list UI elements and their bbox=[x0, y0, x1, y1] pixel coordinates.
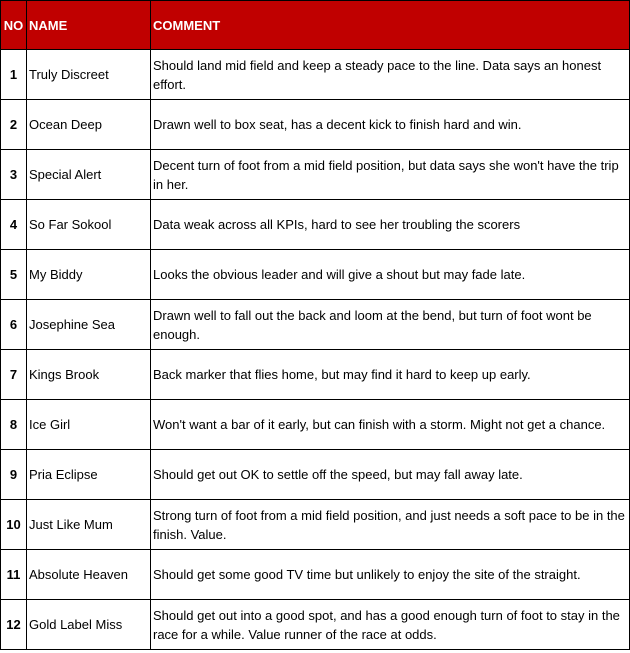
header-comment: COMMENT bbox=[151, 1, 630, 50]
row-number: 10 bbox=[1, 500, 27, 550]
runner-name: Ocean Deep bbox=[27, 100, 151, 150]
row-number: 3 bbox=[1, 150, 27, 200]
row-number: 8 bbox=[1, 400, 27, 450]
row-number: 1 bbox=[1, 50, 27, 100]
runner-name: Absolute Heaven bbox=[27, 550, 151, 600]
table-body bbox=[1, 50, 630, 650]
table-row bbox=[1, 450, 630, 500]
table-row bbox=[1, 50, 630, 100]
table-row bbox=[1, 100, 630, 150]
table-row bbox=[1, 600, 630, 650]
header-no: NO bbox=[1, 1, 27, 50]
table-row bbox=[1, 400, 630, 450]
runner-comment: Drawn well to fall out the back and loom at the bend, but turn of foot wont be enough. bbox=[151, 300, 630, 350]
runner-comment: Decent turn of foot from a mid field position, but data says she won't have the trip in her. bbox=[151, 150, 630, 200]
runner-name: Pria Eclipse bbox=[27, 450, 151, 500]
runner-comment: Back marker that flies home, but may find it hard to keep up early. bbox=[151, 350, 630, 400]
table-header bbox=[1, 1, 630, 50]
runner-name: Ice Girl bbox=[27, 400, 151, 450]
runner-name: Gold Label Miss bbox=[27, 600, 151, 650]
runner-name: My Biddy bbox=[27, 250, 151, 300]
table-row bbox=[1, 350, 630, 400]
runner-comment: Won't want a bar of it early, but can finish with a storm. Might not get a chance. bbox=[151, 400, 630, 450]
runner-comment: Strong turn of foot from a mid field position, and just needs a soft pace to be in the finish. Value. bbox=[151, 500, 630, 550]
table-row bbox=[1, 200, 630, 250]
row-number: 5 bbox=[1, 250, 27, 300]
runner-comment: Should land mid field and keep a steady pace to the line. Data says an honest effort. bbox=[151, 50, 630, 100]
runner-comment: Looks the obvious leader and will give a shout but may fade late. bbox=[151, 250, 630, 300]
runner-comment: Drawn well to box seat, has a decent kick to finish hard and win. bbox=[151, 100, 630, 150]
table-row bbox=[1, 500, 630, 550]
table-row bbox=[1, 150, 630, 200]
runner-name: Josephine Sea bbox=[27, 300, 151, 350]
runner-name: Just Like Mum bbox=[27, 500, 151, 550]
runner-comment: Should get out into a good spot, and has a good enough turn of foot to stay in the race for a while. Value runner of the race at odds. bbox=[151, 600, 630, 650]
table-row bbox=[1, 550, 630, 600]
row-number: 6 bbox=[1, 300, 27, 350]
runner-comment: Data weak across all KPIs, hard to see her troubling the scorers bbox=[151, 200, 630, 250]
row-number: 11 bbox=[1, 550, 27, 600]
runner-name: Special Alert bbox=[27, 150, 151, 200]
table-row bbox=[1, 250, 630, 300]
row-number: 4 bbox=[1, 200, 27, 250]
row-number: 12 bbox=[1, 600, 27, 650]
runner-name: Kings Brook bbox=[27, 350, 151, 400]
runner-name: Truly Discreet bbox=[27, 50, 151, 100]
runner-comment: Should get out OK to settle off the speed, but may fall away late. bbox=[151, 450, 630, 500]
row-number: 7 bbox=[1, 350, 27, 400]
row-number: 2 bbox=[1, 100, 27, 150]
row-number: 9 bbox=[1, 450, 27, 500]
header-row bbox=[1, 1, 630, 50]
table-row bbox=[1, 300, 630, 350]
runner-name: So Far Sokool bbox=[27, 200, 151, 250]
header-name: NAME bbox=[27, 1, 151, 50]
runner-comment: Should get some good TV time but unlikely to enjoy the site of the straight. bbox=[151, 550, 630, 600]
